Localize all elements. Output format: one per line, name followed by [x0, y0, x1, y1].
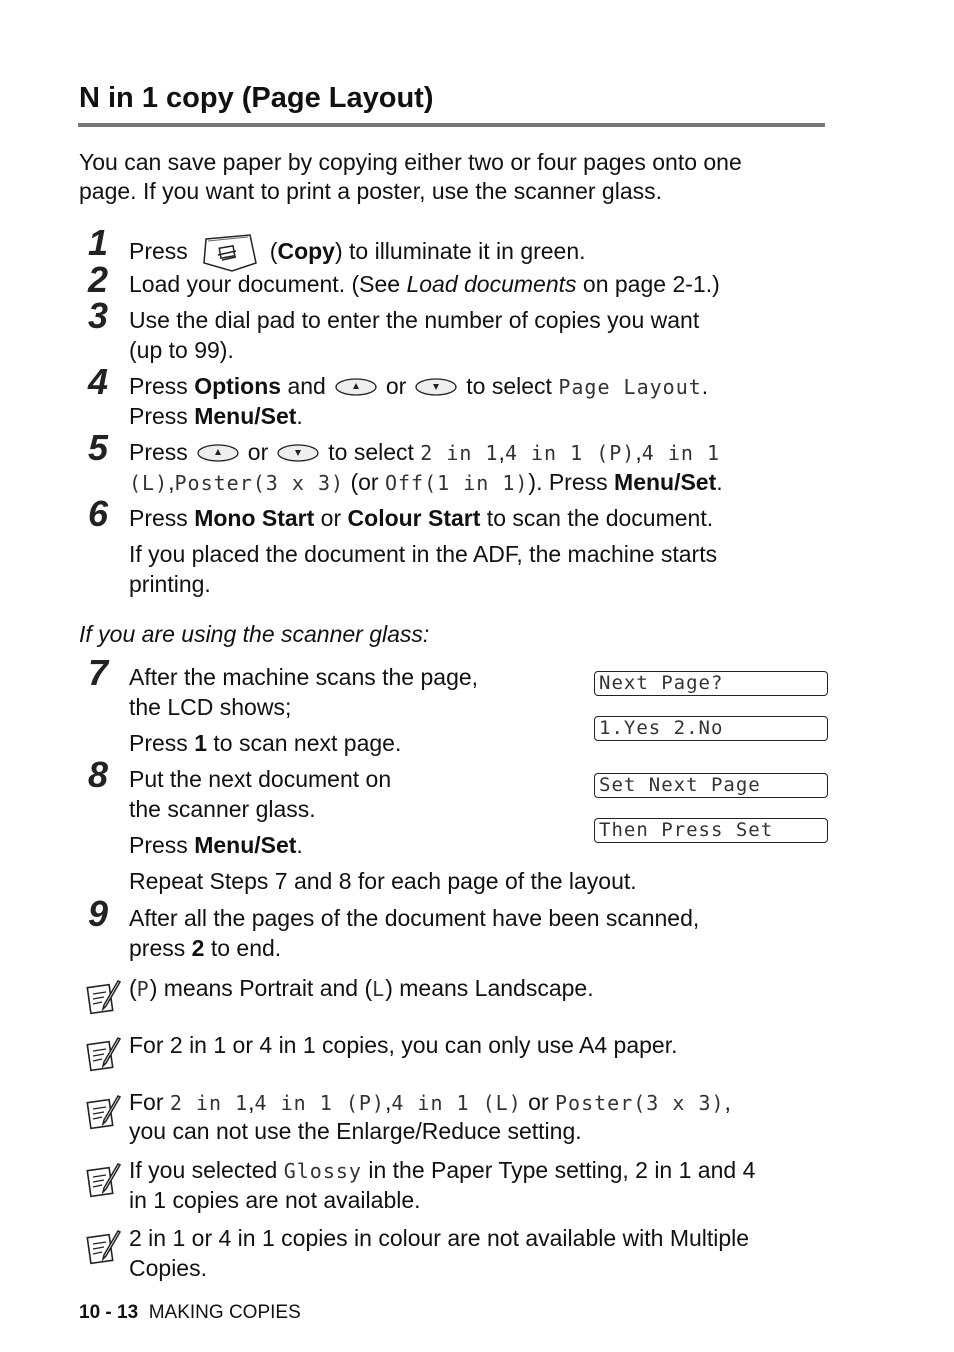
- note-3-line-1: [129, 1087, 731, 1118]
- step-2-text: [129, 269, 720, 299]
- separator: ,: [498, 439, 505, 465]
- note-pencil-icon: [84, 1228, 124, 1268]
- copy-key-icon: [200, 233, 260, 273]
- copy-key-label: Copy: [277, 238, 335, 264]
- lcd-option: Page Layout: [558, 375, 702, 399]
- separator: ,: [724, 1089, 731, 1115]
- step-text: or: [247, 439, 269, 465]
- step-1-text: [129, 233, 586, 273]
- separator: ,: [168, 469, 175, 495]
- step-number: 2: [88, 259, 109, 300]
- note-text: ) means Landscape.: [385, 975, 594, 1001]
- note-pencil-icon: [84, 978, 124, 1018]
- step-9-line-1: After all the pages of the document have been scanned,: [129, 905, 700, 931]
- step-5-line-1: [129, 437, 720, 468]
- lcd-option: 2 in 1: [169, 1091, 249, 1115]
- note-5-line-1: 2 in 1 or 4 in 1 copies in colour are not available with Multiple: [129, 1225, 750, 1251]
- lcd-display-line: 1.Yes 2.No: [594, 716, 828, 741]
- step-7-line-2: the LCD shows;: [129, 694, 292, 720]
- step-7-line-1: After the machine scans the page,: [129, 664, 479, 690]
- up-arrow-key-icon: [334, 374, 378, 394]
- page-number: 10 - 13: [79, 1302, 139, 1323]
- step-text: on page 2-1.): [576, 271, 720, 297]
- step-text: or: [314, 505, 348, 531]
- step-3-line-1: Use the dial pad to enter the number of copies you want: [129, 307, 700, 333]
- note-pencil-icon: [84, 1161, 124, 1201]
- step-number: 3: [88, 295, 109, 336]
- step-text: press: [129, 935, 192, 961]
- step-text: ) to illuminate it in green.: [334, 238, 586, 264]
- lcd-option: P: [136, 977, 150, 1001]
- step-6-line-1: [129, 503, 713, 533]
- step-text: to select: [328, 439, 421, 465]
- step-text: Press: [129, 403, 195, 429]
- lcd-option: (L): [129, 471, 169, 495]
- step-number: 1: [88, 222, 109, 263]
- step-text: ). Press: [528, 469, 615, 495]
- separator: ,: [384, 1089, 392, 1115]
- step-number: 4: [88, 361, 109, 402]
- down-arrow-key-icon: [276, 440, 320, 460]
- step-number: 6: [88, 493, 109, 534]
- down-arrow-key-icon: [414, 374, 458, 394]
- step-8-line-3: [129, 830, 303, 860]
- step-number: 5: [88, 427, 109, 468]
- separator: ,: [248, 1089, 255, 1115]
- step-5-line-2: [129, 467, 723, 498]
- step-text: or: [385, 373, 407, 399]
- step-6-line-3: printing.: [129, 571, 211, 597]
- step-text: Press: [129, 238, 188, 264]
- step-8-line-2: the scanner glass.: [129, 796, 316, 822]
- note-pencil-icon: [84, 1093, 124, 1133]
- note-text: or: [521, 1089, 555, 1115]
- lcd-option: 4 in 1 (P): [254, 1091, 385, 1115]
- step-text: .: [296, 403, 303, 429]
- step-text: Press: [129, 730, 195, 756]
- section-name: MAKING COPIES: [148, 1302, 301, 1323]
- lcd-option: L: [372, 977, 386, 1001]
- step-text: to scan next page.: [206, 730, 402, 756]
- step-8-line-1: Put the next document on: [129, 766, 392, 792]
- step-text: (: [269, 238, 278, 264]
- intro-line-2: page. If you want to print a poster, use the scanner glass.: [79, 178, 663, 204]
- lcd-option: 2 in 1: [420, 441, 499, 465]
- step-4-line-1: [129, 371, 708, 402]
- note-1: [129, 973, 594, 1004]
- options-key-label: Options: [194, 373, 282, 399]
- note-4-line-2: in 1 copies are not available.: [129, 1187, 421, 1213]
- lcd-option: 4 in 1: [641, 441, 720, 465]
- page-title: N in 1 copy (Page Layout): [79, 82, 434, 114]
- lcd-display-line: Then Press Set: [594, 818, 828, 843]
- key-label: 2: [191, 935, 205, 961]
- note-3-line-2: you can not use the Enlarge/Reduce setting.: [129, 1118, 582, 1144]
- note-5-line-2: Copies.: [129, 1255, 207, 1281]
- step-text: Press: [129, 505, 195, 531]
- step-text: Press: [129, 832, 195, 858]
- step-text: Press: [129, 373, 195, 399]
- menu-set-key-label: Menu/Set: [194, 832, 297, 858]
- step-text: Load your document. (See: [129, 271, 407, 297]
- step-number: 8: [88, 754, 109, 795]
- step-text: Press: [129, 439, 188, 465]
- step-text: to select: [466, 373, 559, 399]
- note-pencil-icon: [84, 1035, 124, 1075]
- page-footer: [79, 1302, 301, 1324]
- cross-reference: Load documents: [406, 271, 577, 297]
- lcd-display-line: Set Next Page: [594, 773, 828, 798]
- step-text: to end.: [204, 935, 282, 961]
- step-7-line-3: [129, 728, 401, 758]
- lcd-option: Poster(3 x 3): [174, 471, 345, 495]
- step-3-line-2: (up to 99).: [129, 337, 234, 363]
- lcd-option: Glossy: [283, 1159, 362, 1183]
- title-underline: [78, 123, 825, 127]
- note-text: If you selected: [129, 1157, 284, 1183]
- colour-start-key-label: Colour Start: [347, 505, 481, 531]
- step-number: 9: [88, 893, 109, 934]
- note-text: in the Paper Type setting, 2 in 1 and 4: [361, 1157, 756, 1183]
- step-text: and: [281, 373, 326, 399]
- key-label: 1: [194, 730, 207, 756]
- step-text: (or: [344, 469, 385, 495]
- step-text: to scan the document.: [480, 505, 714, 531]
- lcd-option: Poster(3 x 3): [555, 1091, 725, 1115]
- lcd-option: Off(1 in 1): [384, 471, 529, 495]
- step-8-repeat: Repeat Steps 7 and 8 for each page of the layout.: [129, 868, 637, 894]
- note-2: For 2 in 1 or 4 in 1 copies, you can only use A4 paper.: [129, 1032, 678, 1058]
- step-text: .: [716, 469, 723, 495]
- note-text: (: [129, 975, 137, 1001]
- step-text: .: [296, 832, 303, 858]
- up-arrow-key-icon: [196, 440, 240, 460]
- note-text: ) means Portrait and (: [149, 975, 373, 1001]
- step-9-line-2: [129, 933, 281, 963]
- note-4-line-1: [129, 1155, 755, 1186]
- intro-line-1: You can save paper by copying either two or four pages onto one: [79, 149, 742, 175]
- step-4-line-2: [129, 401, 303, 431]
- lcd-display-line: Next Page?: [594, 671, 828, 696]
- lcd-option: 4 in 1 (L): [391, 1091, 522, 1115]
- lcd-option: 4 in 1 (P): [504, 441, 636, 465]
- mono-start-key-label: Mono Start: [194, 505, 315, 531]
- note-text: For: [129, 1089, 170, 1115]
- separator: ,: [635, 439, 642, 465]
- step-6-line-2: If you placed the document in the ADF, the machine starts: [129, 541, 718, 567]
- menu-set-key-label: Menu/Set: [614, 469, 717, 495]
- scanner-glass-heading: If you are using the scanner glass:: [79, 621, 430, 647]
- step-text: .: [701, 373, 709, 399]
- menu-set-key-label: Menu/Set: [194, 403, 297, 429]
- step-number: 7: [88, 652, 109, 693]
